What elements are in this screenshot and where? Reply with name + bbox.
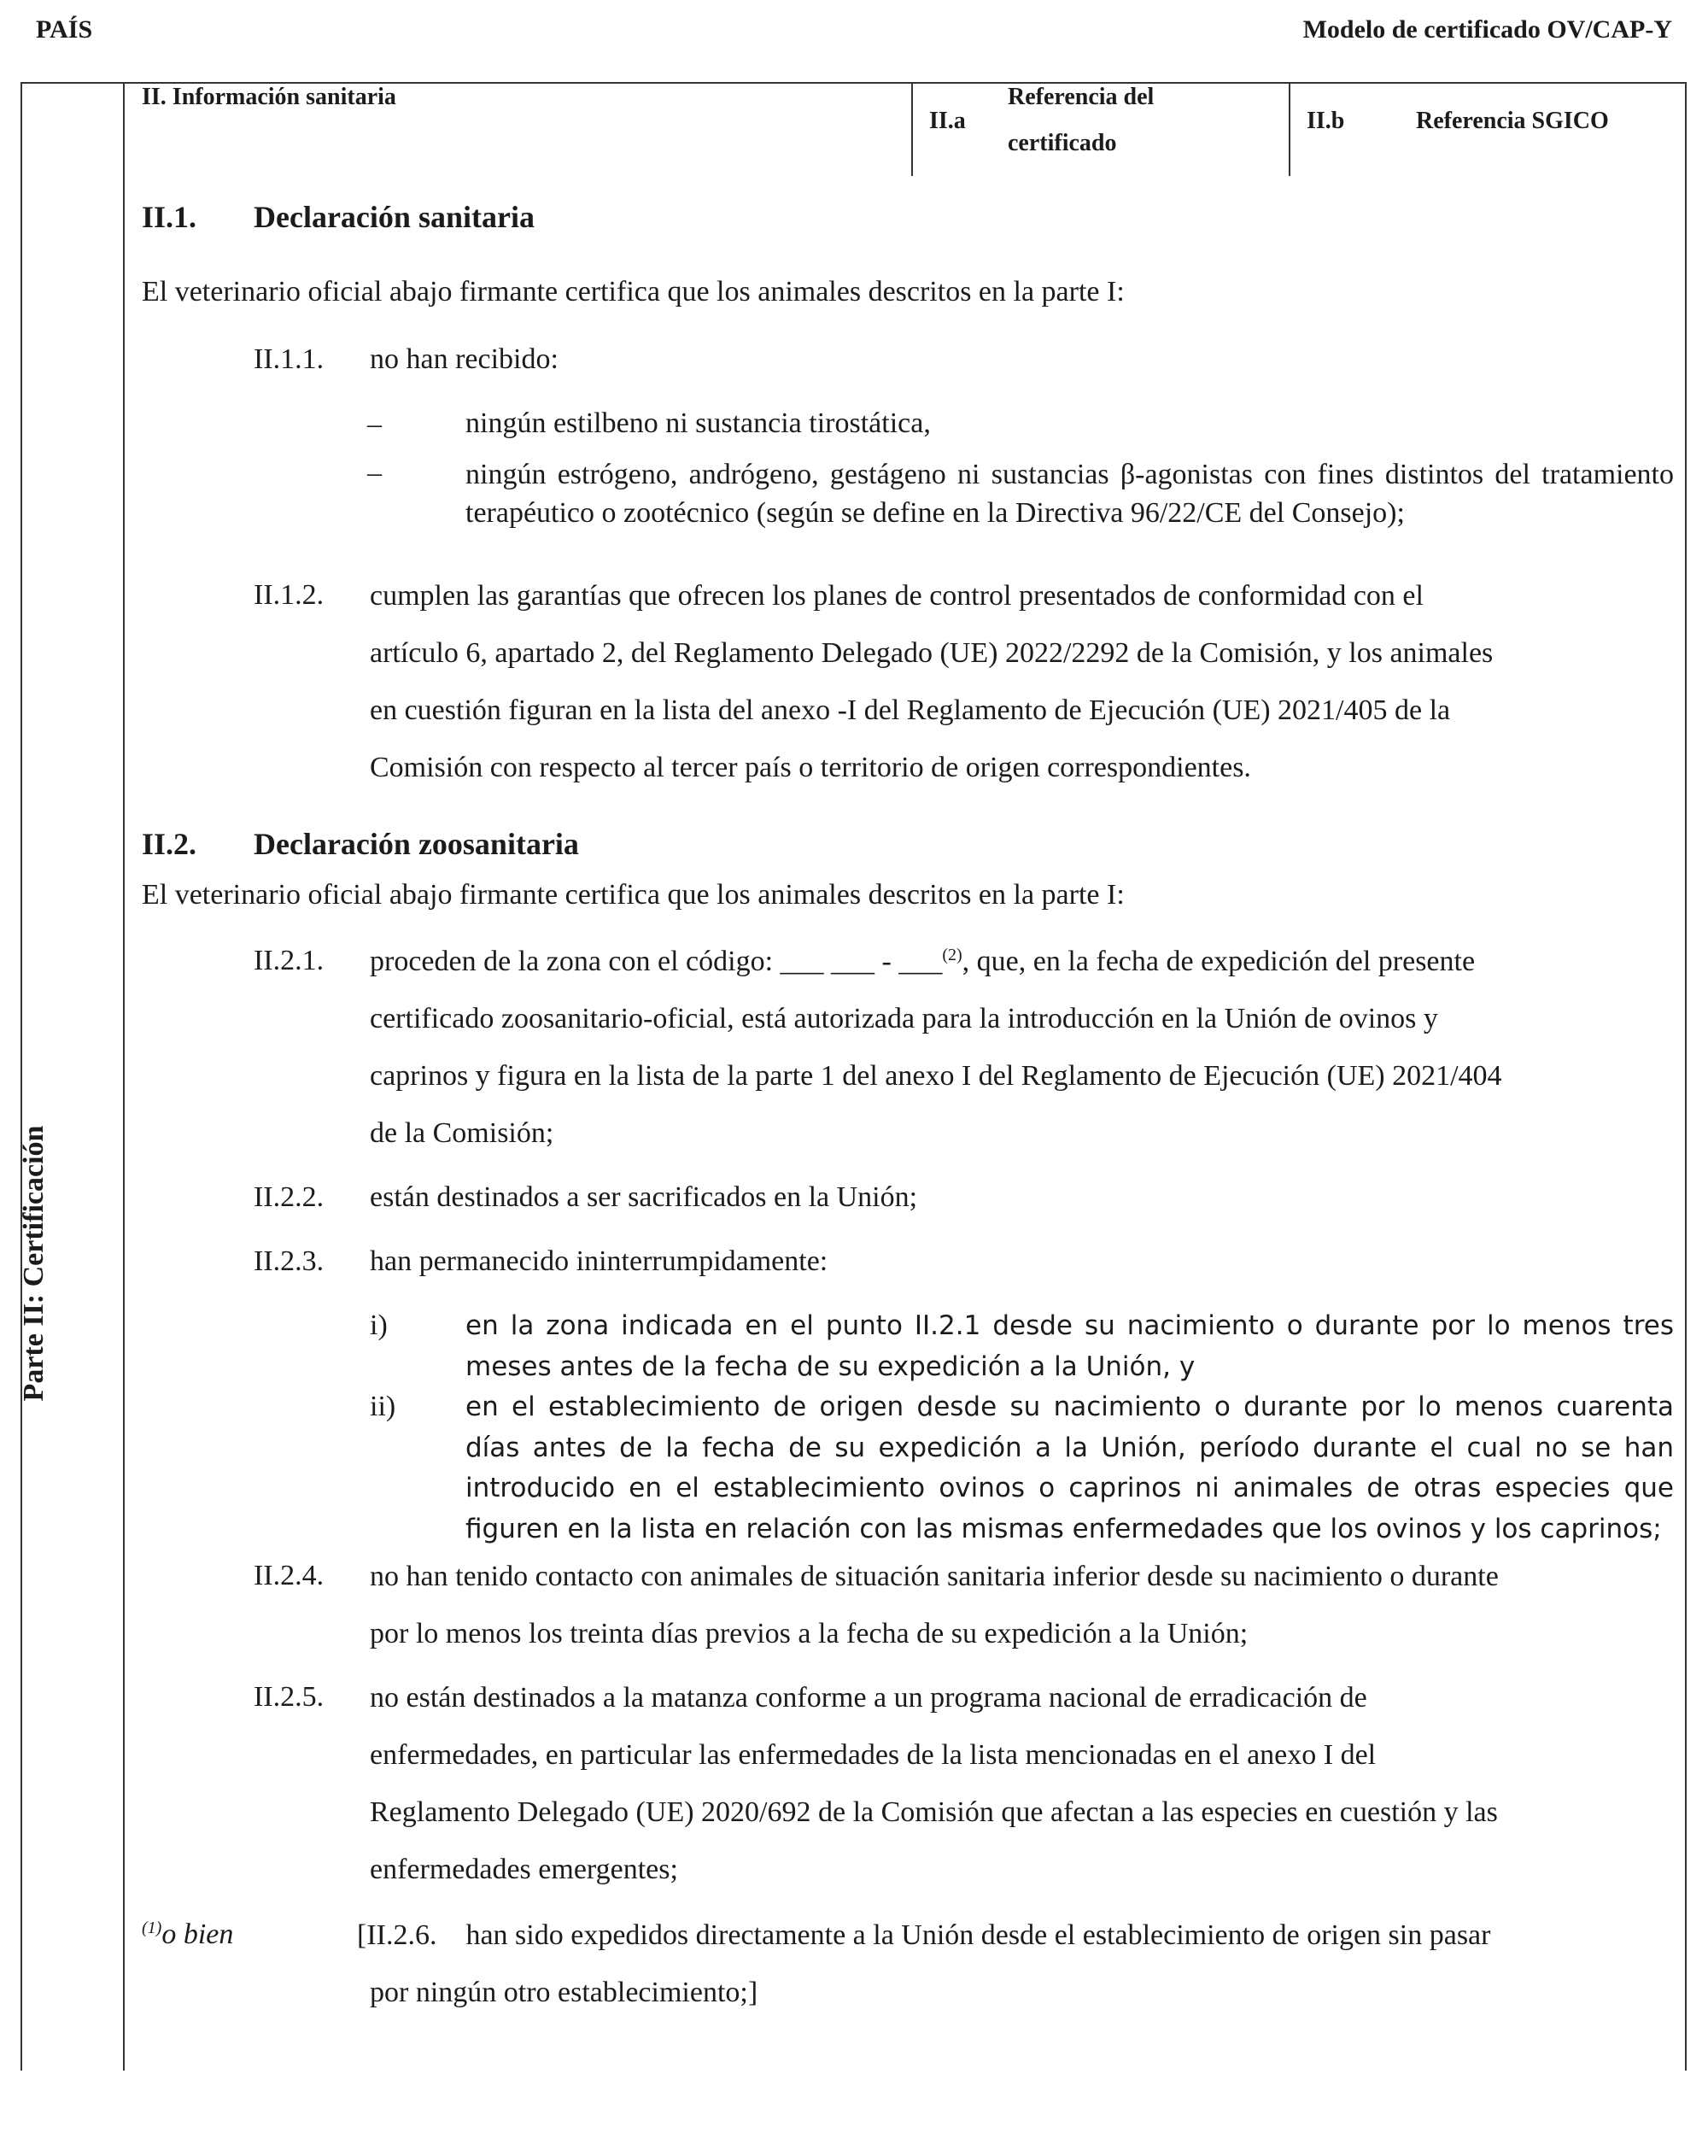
dash-bullet: – <box>367 457 382 489</box>
ref-a-line1: Referencia del <box>1008 84 1155 110</box>
option-marker: $^{(1)}$o bien <box>142 1919 234 1950</box>
item-II-2-5-text: no están destinados a la matanza conforme a un programa nacional de erradicación de enfermedades, en particular las enfermedades de la lista mencionadas en el anexo I del Reglamento Delegado (UE) 2020/692 de la Comisión que afectan a las especies en cuestión y las enfermedades emergentes; <box>370 1682 1498 1885</box>
sub-item-ii-text: en el establecimiento de origen desde su nacimiento o durante por lo menos cuarenta días antes de la fecha de su expedición a la Unión, período durante el cual no se han introducido en el establecimiento ovinos o caprinos ni animales de otras especies que figuren en la lista en relación con las mismas enfermedades que los ovinos y los caprinos; <box>465 1391 1674 1544</box>
dash-bullet: – <box>367 408 382 440</box>
sub-item-ii-label: ii) <box>370 1391 396 1422</box>
dash1-text: ningún estilbeno ni sustancia tirostática, <box>465 407 931 439</box>
certificate-model: Modelo de certificado OV/CAP-Y <box>1302 15 1672 44</box>
side-label-text: Parte II: Certificación <box>18 1125 50 1402</box>
sub-item-i-label: i) <box>370 1309 388 1341</box>
item-II-2-3-text: han permanecido ininterrumpidamente: <box>370 1245 828 1277</box>
item-II-2-1-text: proceden de la zona con el código: ___ ___ - ___$^{(2)}$, que, en la fecha de expedición del presente certificado zoosanitario-oficial, está autorizada para la introducción en la Unión de ovinos y caprinos y figura en la lista de la parte 1 del anexo I del Reglamento de Ejecución (UE) 2021/404 de la Comisión; <box>370 946 1502 1149</box>
dash2-text: ningún estrógeno, andrógeno, gestágeno ni sustancias β-agonistas con fines distintos del tratamiento terapéutico o zootécnico (según se define en la Directiva 96/22/CE del Consejo); <box>465 459 1674 529</box>
ref-b-code: II.b <box>1307 108 1345 134</box>
section2-title: Declaración zoosanitaria <box>254 827 579 861</box>
sub-item-i-text: en la zona indicada en el punto II.2.1 desde su nacimiento o durante por lo menos tres meses antes de la fecha de su expedición a la Unión, y <box>465 1310 1674 1382</box>
ref-a-line2: certificado <box>1008 130 1117 156</box>
section1-title: Declaración sanitaria <box>254 200 535 234</box>
ref-a-code: II.a <box>929 108 966 134</box>
country-label: PAÍS <box>36 15 93 44</box>
item-II-2-2-number: II.2.2. <box>254 1181 325 1213</box>
section1-intro: El veterinario oficial abajo firmante certifica que los animales descritos en la parte I: <box>142 276 1125 308</box>
item-II-2-1-number: II.2.1. <box>254 945 325 976</box>
item-II-2-3-number: II.2.3. <box>254 1245 325 1277</box>
item-II-1-2-number: II.1.2. <box>254 579 325 611</box>
health-info-header: II. Información sanitaria <box>142 84 396 110</box>
item-II-2-5-number: II.2.5. <box>254 1681 325 1713</box>
item-II-1-2-text: cumplen las garantías que ofrecen los planes de control presentados de conformidad con el artículo 6, apartado 2, del Reglamento Delegado (UE) 2022/2292 de la Comisión, y los animales en cuestión figuran en la lista del anexo -I del Reglamento de Ejecución (UE) 2021/405 de la Comisión con respecto al tercer país o territorio de origen correspondientes. <box>370 580 1494 783</box>
section1-number: II.1. <box>142 200 197 234</box>
item-II-2-2-text: están destinados a ser sacrificados en la Unión; <box>370 1181 918 1213</box>
section2-intro: El veterinario oficial abajo firmante certifica que los animales descritos en la parte I: <box>142 879 1125 911</box>
item-II-2-4-text: no han tenido contacto con animales de situación sanitaria inferior desde su nacimiento o durante por lo menos los treinta días previos a la fecha de su expedición a la Unión; <box>370 1561 1499 1649</box>
item-II-1-1-number: II.1.1. <box>254 343 325 375</box>
item-II-1-1-text: no han recibido: <box>370 343 559 375</box>
item-II-2-6-text: [II.2.6. han sido expedidos directamente a la Unión desde el establecimiento de origen sin pasar por ningún otro establecimiento;] <box>357 1919 1491 2008</box>
ref-b-label: Referencia SGICO <box>1416 108 1609 134</box>
item-II-2-4-number: II.2.4. <box>254 1560 325 1591</box>
section2-number: II.2. <box>142 827 197 861</box>
